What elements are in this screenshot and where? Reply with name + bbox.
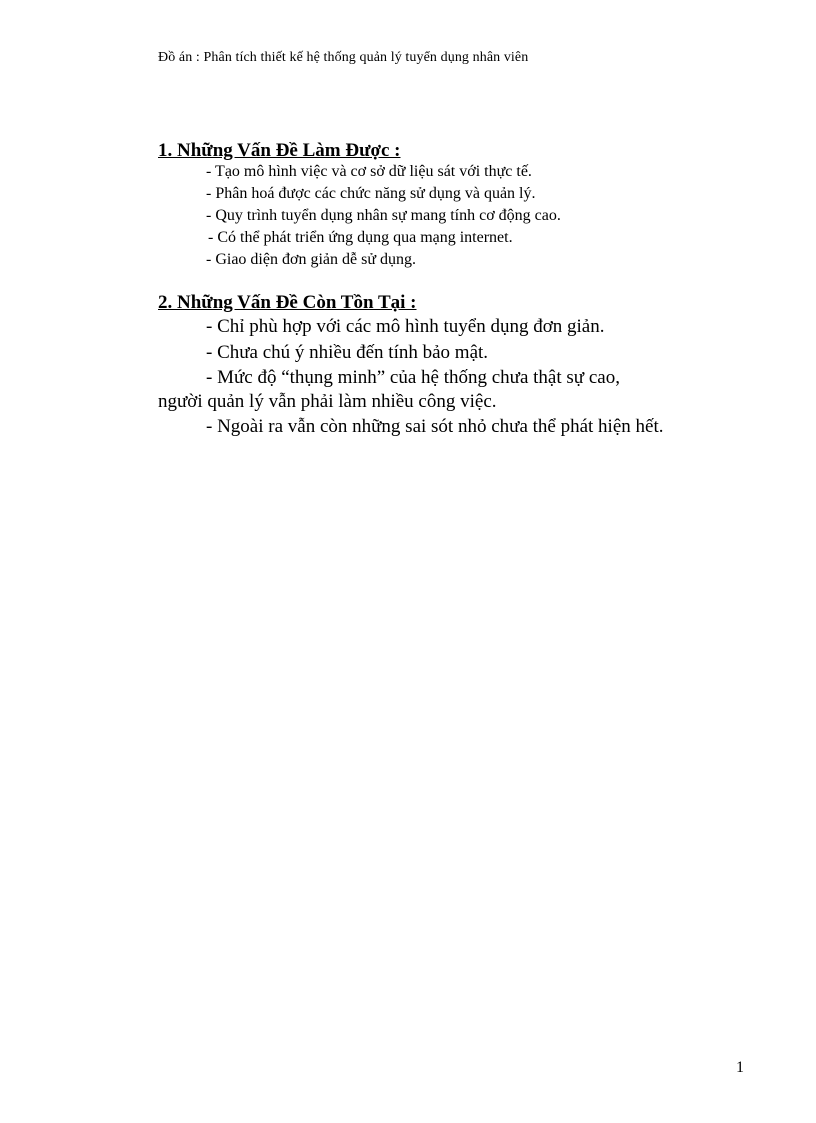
section-2-item: - Chưa chú ý nhiều đến tính bảo mật. [206,342,489,363]
section-2-item-continuation: người quản lý vẫn phải làm nhiều công việc. [158,391,497,412]
section-2-item: - Chỉ phù hợp với các mô hình tuyển dụng đơn giản. [206,316,605,337]
section-2-item: - Ngoài ra vẫn còn những sai sót nhỏ chưa thể phát hiện hết. [206,416,664,437]
page-header: Đồ án : Phân tích thiết kế hệ thống quản lý tuyển dụng nhân viên [158,50,529,65]
section-2-item: - Mức độ “thụng minh” của hệ thống chưa thật sự cao, [206,367,620,388]
section-1-item: - Quy trình tuyển dụng nhân sự mang tính cơ động cao. [206,207,561,224]
section-1-item: - Giao diện đơn giản dễ sử dụng. [206,251,416,268]
section-1-item: - Có thể phát triển ứng dụng qua mạng internet. [208,229,513,246]
section-2-title: 2. Những Vấn Đề Còn Tồn Tại : [158,292,417,313]
section-1-item: - Tạo mô hình việc và cơ sở dữ liệu sát với thực tế. [206,163,532,180]
section-1-item: - Phân hoá được các chức năng sử dụng và quản lý. [206,185,536,202]
page-number: 1 [736,1059,744,1076]
section-1-title: 1. Những Vấn Đề Làm Được : [158,140,401,161]
